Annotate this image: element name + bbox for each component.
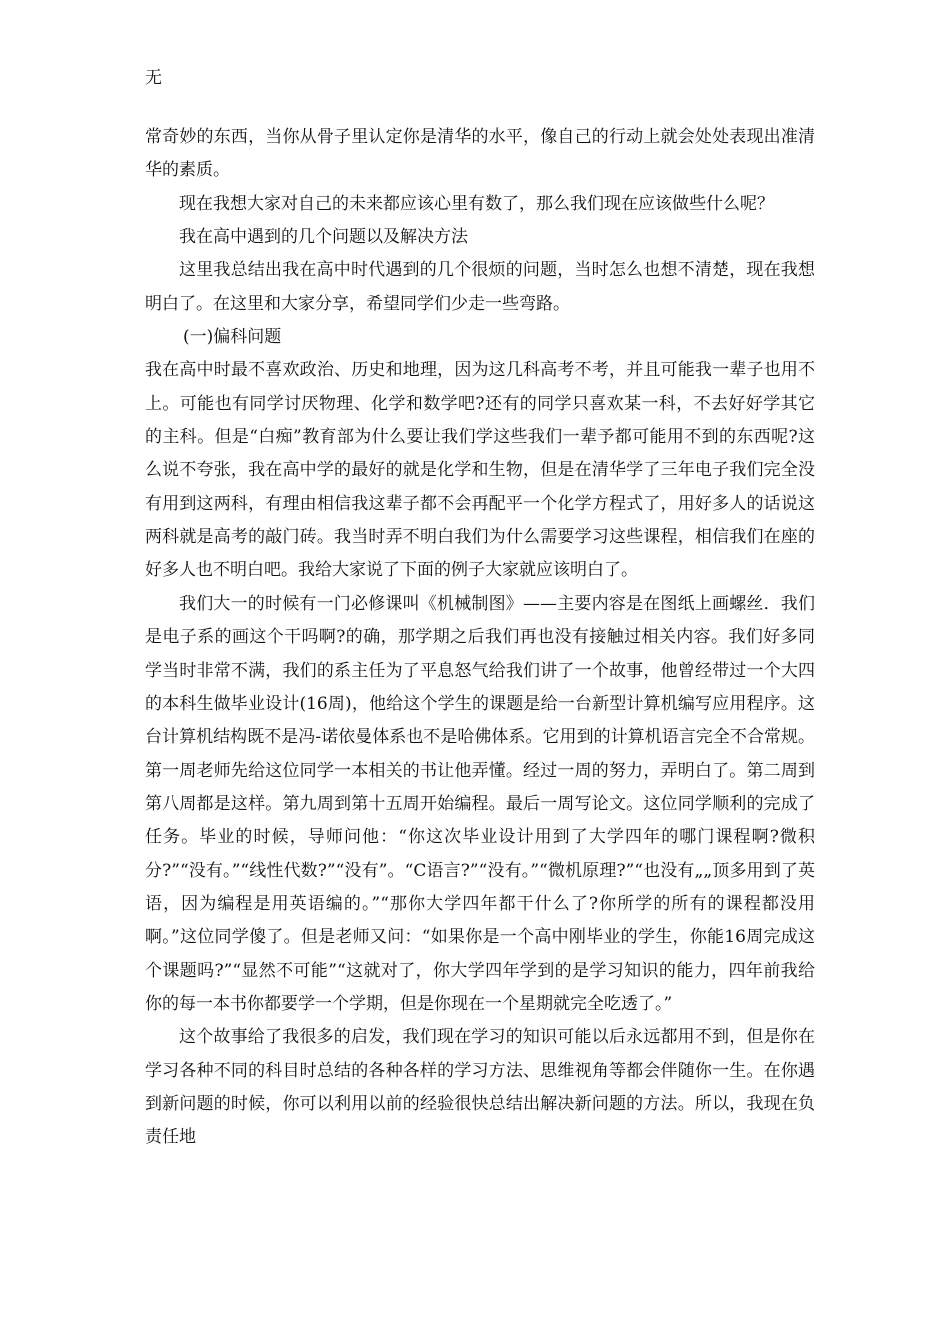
subsection-heading: (一)偏科问题 — [183, 327, 282, 348]
paragraph-subject-bias: 我在高中时最不喜欢政治、历史和地理，因为这几科高考不考，并且可能我一辈子也用不上。可能也有同学讨厌物理、化学和数学吧?还有的同学只喜欢某一科，不去好好学其它的主科。但是“白痴”教育部为什么要让我们学这些我们一辈予都可能用不到的东西呢?这么说不夸张，我在高中学的最好的就是化学和生物，但是在清华学了三年电子我们完全没有用到这两科，有理由相信我这辈子都不会再配平一个化学方程式了，用好多人的话说这两科就是高考的敲门砖。我当时弄不明白我们为什么需要学习这些课程，相信我们在座的好多人也不明白吧。我给大家说了下面的例子大家就应该明白了。 — [145, 360, 815, 581]
paragraph-intro: 这里我总结出我在高中时代遇到的几个很烦的问题，当时怎么也想不清楚，现在我想明白了。在这里和大家分享，希望同学们少走一些弯路。 — [145, 260, 815, 314]
section-heading: 我在高中遇到的几个问题以及解决方法 — [179, 227, 468, 248]
paragraph-question: 现在我想大家对自己的未来都应该心里有数了，那么我们现在应该做些什么呢？ — [179, 193, 774, 214]
document-body — [145, 121, 815, 1155]
paragraph-continuation: 常奇妙的东西，当你从骨子里认定你是清华的水平，像自己的行动上就会处处表现出准清华的素质。 — [145, 127, 815, 181]
page-header-mark: 无 — [145, 68, 162, 88]
paragraph-conclusion: 这个故事给了我很多的启发，我们现在学习的知识可能以后永远都用不到，但是你在学习各种不同的科目时总结的各种各样的学习方法、思维视角等都会伴随你一生。在你遇到新问题的时候，你可以利用以前的经验很快总结出解决新问题的方法。所以，我现在负责任地 — [145, 1027, 815, 1148]
paragraph-story: 我们大一的时候有一门必修课叫《机械制图》——主要内容是在图纸上画螺丝．我们是电子系的画这个干吗啊?的确，那学期之后我们再也没有接触过相关内容。我们好多同学当时非常不满，我们的系主任为了平息怒气给我们讲了一个故事，他曾经带过一个大四的本科生做毕业设计(16周)，他给这个学生的课题是给一台新型计算机编写应用程序。这台计算机结构既不是冯-诺依曼体系也不是哈佛体系。它用到的计算机语言完全不合常规。第一周老师先给这位同学一本相关的书让他弄懂。经过一周的努力，弄明白了。第二周到第八周都是这样。第九周到第十五周开始编程。最后一周写论文。这位同学顺利的完成了任务。毕业的时候，导师问他：“你这次毕业设计用到了大学四年的哪门课程啊?微积分?”“没有。”“线性代数?”“没有”。“C语言?”“没有。”“微机原理?”“也没有„„顶多用到了英语，因为编程是用英语编的。”“那你大学四年都干什么了?你所学的所有的课程都没用啊。”这位同学傻了。但是老师又问：“如果你是一个高中刚毕业的学生，你能16周完成这个课题吗?”“显然不可能”“这就对了，你大学四年学到的是学习知识的能力，四年前我给你的每一本书你都要学一个学期，但是你现在一个星期就完全吃透了。” — [145, 593, 815, 1014]
